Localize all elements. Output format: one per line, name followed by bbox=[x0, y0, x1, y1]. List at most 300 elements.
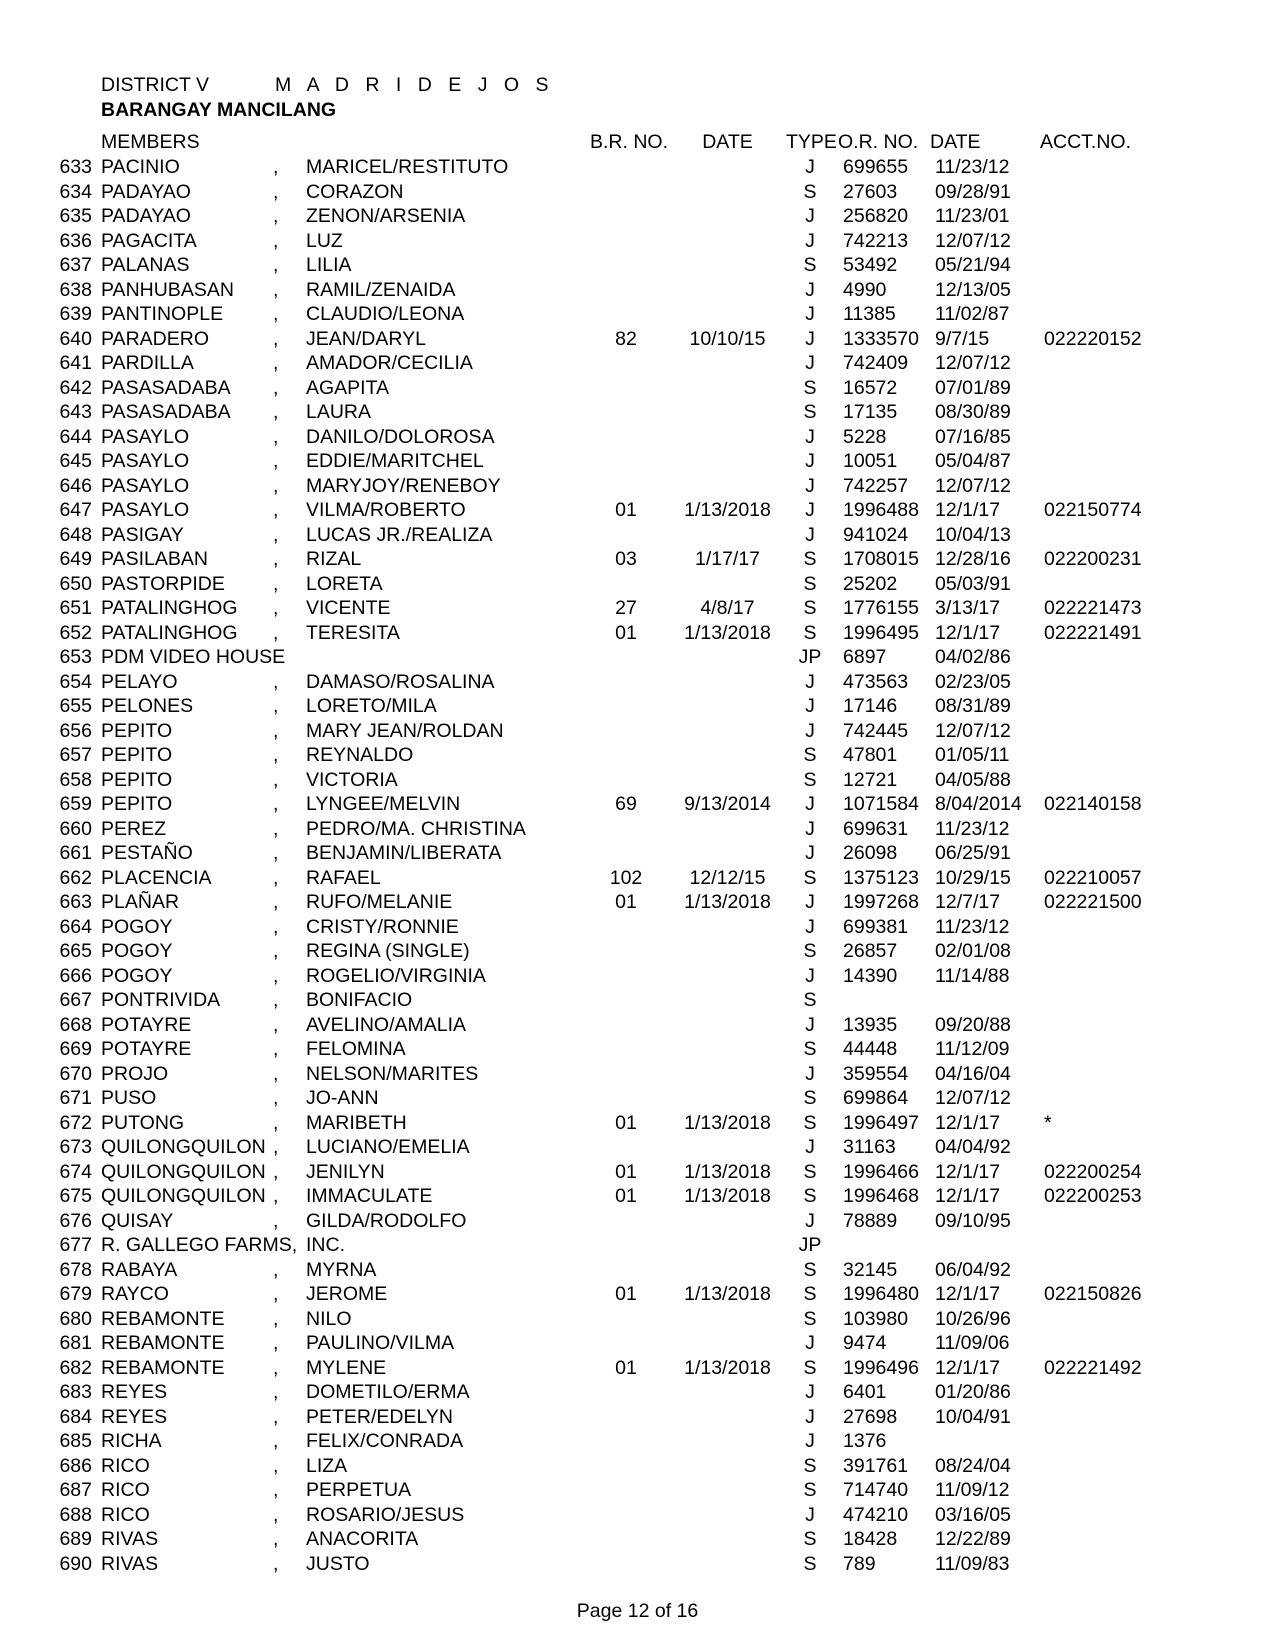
or-date: 12/1/17 bbox=[935, 1111, 1001, 1134]
membership-type: S bbox=[803, 376, 817, 399]
member-number: 662 bbox=[59, 866, 92, 889]
member-number: 643 bbox=[59, 401, 92, 423]
member-last-name: REBAMONTE bbox=[101, 1356, 225, 1379]
name-separator: , bbox=[273, 915, 279, 938]
or-number: 1996496 bbox=[843, 1356, 919, 1379]
membership-type: J bbox=[805, 1013, 815, 1036]
name-separator: , bbox=[273, 1283, 279, 1305]
br-number: 03 bbox=[615, 548, 637, 570]
name-separator: , bbox=[273, 401, 279, 423]
or-number: 1996480 bbox=[843, 1283, 919, 1305]
membership-type: J bbox=[805, 1136, 815, 1158]
or-date: 12/07/12 bbox=[935, 474, 1011, 497]
member-last-name: PADAYAO bbox=[101, 205, 191, 227]
or-date: 11/23/12 bbox=[935, 817, 1010, 840]
member-number: 685 bbox=[59, 1430, 92, 1452]
or-date: 06/04/92 bbox=[935, 1258, 1011, 1281]
br-number: 01 bbox=[615, 1185, 637, 1207]
or-date: 07/01/89 bbox=[935, 376, 1011, 399]
br-date: 1/13/2018 bbox=[684, 891, 771, 913]
table-row bbox=[0, 1454, 1275, 1479]
table-row bbox=[0, 1405, 1275, 1430]
members-header: MEMBERS bbox=[101, 131, 200, 153]
member-first-names: GILDA/RODOLFO bbox=[306, 1209, 467, 1232]
name-separator: , bbox=[273, 1136, 279, 1158]
or-number: 17135 bbox=[843, 401, 898, 423]
membership-type: S bbox=[803, 1454, 817, 1477]
or-date: 08/30/89 bbox=[935, 401, 1011, 423]
br-date: 1/13/2018 bbox=[684, 1356, 771, 1379]
account-number: 022200231 bbox=[1044, 548, 1142, 570]
table-row bbox=[0, 278, 1275, 303]
member-last-name: PASASADABA bbox=[101, 376, 231, 399]
name-separator: , bbox=[273, 817, 279, 840]
table-row bbox=[0, 1013, 1275, 1038]
br-date: 10/10/15 bbox=[689, 327, 766, 350]
or-number: 26098 bbox=[843, 842, 898, 864]
name-separator: , bbox=[273, 1013, 279, 1036]
or-number: 1333570 bbox=[843, 327, 919, 350]
table-row bbox=[0, 670, 1275, 695]
member-last-name: POTAYRE bbox=[101, 1013, 192, 1036]
member-first-names: BENJAMIN/LIBERATA bbox=[306, 842, 502, 864]
membership-type: S bbox=[803, 1087, 817, 1109]
membership-type: S bbox=[803, 866, 817, 889]
or-number: 474210 bbox=[843, 1503, 909, 1526]
or-date: 09/10/95 bbox=[935, 1209, 1011, 1232]
or-date-header: DATE bbox=[930, 131, 981, 153]
br-no-header: B.R. NO. bbox=[590, 131, 669, 153]
or-date: 02/01/08 bbox=[935, 940, 1011, 962]
member-last-name: PLAÑAR bbox=[101, 891, 180, 913]
or-date: 10/04/91 bbox=[935, 1405, 1011, 1428]
table-row bbox=[0, 621, 1275, 646]
membership-type: S bbox=[803, 1258, 817, 1281]
member-last-name: PEPITO bbox=[101, 719, 173, 742]
table-row bbox=[0, 1503, 1275, 1528]
name-separator: , bbox=[273, 1062, 279, 1085]
member-first-names: LAURA bbox=[306, 401, 372, 423]
or-date: 10/29/15 bbox=[935, 866, 1011, 889]
member-first-names: AVELINO/AMALIA bbox=[306, 1013, 467, 1036]
member-first-names: ROSARIO/JESUS bbox=[306, 1503, 465, 1526]
account-number: 022221491 bbox=[1044, 621, 1142, 644]
or-number: 742409 bbox=[843, 352, 909, 374]
table-row bbox=[0, 1258, 1275, 1283]
membership-type: J bbox=[805, 278, 815, 301]
or-number: 44448 bbox=[843, 1038, 898, 1060]
or-number: 27698 bbox=[843, 1405, 898, 1428]
member-number: 665 bbox=[59, 940, 92, 962]
member-number: 679 bbox=[59, 1283, 92, 1305]
member-first-names: RUFO/MELANIE bbox=[306, 891, 453, 913]
or-number: 1375123 bbox=[843, 866, 919, 889]
or-number: 16572 bbox=[843, 376, 898, 399]
table-row bbox=[0, 425, 1275, 450]
member-last-name: POGOY bbox=[101, 964, 173, 987]
membership-type: J bbox=[805, 1503, 815, 1526]
membership-type: J bbox=[805, 964, 815, 987]
membership-type: S bbox=[803, 1160, 817, 1183]
member-last-name: PLACENCIA bbox=[101, 866, 212, 889]
table-row bbox=[0, 1135, 1275, 1160]
member-first-names: MARY JEAN/ROLDAN bbox=[306, 719, 504, 742]
or-date: 12/1/17 bbox=[935, 1185, 1001, 1207]
or-date: 04/02/86 bbox=[935, 646, 1011, 668]
name-separator: , bbox=[273, 1381, 279, 1403]
name-separator: , bbox=[273, 499, 279, 521]
table-row bbox=[0, 400, 1275, 425]
membership-type: J bbox=[805, 1062, 815, 1085]
or-date: 04/05/88 bbox=[935, 768, 1011, 791]
member-number: 677 bbox=[59, 1234, 92, 1256]
member-first-names: LORETO/MILA bbox=[306, 695, 437, 717]
name-separator: , bbox=[273, 866, 279, 889]
member-number: 642 bbox=[59, 376, 92, 399]
member-number: 636 bbox=[59, 229, 92, 252]
or-number: 13935 bbox=[843, 1013, 898, 1036]
or-number: 103980 bbox=[843, 1307, 909, 1330]
table-row bbox=[0, 1184, 1275, 1209]
municipality-label: M A D R I D E J O S bbox=[275, 74, 554, 96]
member-last-name: REYES bbox=[101, 1381, 168, 1403]
member-last-name: POGOY bbox=[101, 915, 173, 938]
membership-type: J bbox=[805, 450, 815, 472]
br-date: 9/13/2014 bbox=[684, 793, 771, 815]
or-number: 1996488 bbox=[843, 499, 919, 521]
or-number: 27603 bbox=[843, 180, 898, 203]
name-separator: , bbox=[273, 964, 279, 987]
member-number: 646 bbox=[59, 474, 92, 497]
name-separator: , bbox=[273, 425, 279, 448]
or-date: 05/21/94 bbox=[935, 254, 1011, 276]
member-last-name: PARDILLA bbox=[101, 352, 194, 374]
or-date: 11/23/12 bbox=[935, 156, 1010, 178]
name-separator: , bbox=[273, 793, 279, 815]
member-first-names: IMMACULATE bbox=[306, 1185, 433, 1207]
or-number: 1376 bbox=[843, 1430, 887, 1452]
membership-type: S bbox=[803, 1307, 817, 1330]
member-first-names: PEDRO/MA. CHRISTINA bbox=[306, 817, 526, 840]
member-first-names: MYLENE bbox=[306, 1356, 387, 1379]
table-row bbox=[0, 743, 1275, 768]
or-number: 256820 bbox=[843, 205, 909, 227]
name-separator: , bbox=[273, 180, 279, 203]
name-separator: , bbox=[273, 1405, 279, 1428]
or-number: 789 bbox=[843, 1552, 876, 1575]
name-separator: , bbox=[273, 1356, 279, 1379]
table-row bbox=[0, 964, 1275, 989]
or-date: 08/24/04 bbox=[935, 1454, 1011, 1477]
member-first-names: PETER/EDELYN bbox=[306, 1405, 454, 1428]
member-number: 644 bbox=[59, 425, 92, 448]
or-number: 1996468 bbox=[843, 1185, 919, 1207]
member-first-names: JEROME bbox=[306, 1283, 388, 1305]
member-number: 674 bbox=[59, 1160, 92, 1183]
membership-type: J bbox=[805, 352, 815, 374]
membership-type: J bbox=[805, 891, 815, 913]
name-separator: , bbox=[273, 1111, 279, 1134]
membership-type: J bbox=[805, 425, 815, 448]
table-row bbox=[0, 1478, 1275, 1503]
membership-type: J bbox=[805, 842, 815, 864]
name-separator: , bbox=[273, 719, 279, 742]
table-row bbox=[0, 1037, 1275, 1062]
member-first-names: AGAPITA bbox=[306, 376, 390, 399]
name-separator: , bbox=[273, 670, 279, 693]
member-number: 656 bbox=[59, 719, 92, 742]
member-first-names: JO-ANN bbox=[306, 1087, 379, 1109]
member-last-name: PELAYO bbox=[101, 670, 178, 693]
table-row bbox=[0, 572, 1275, 597]
or-number: 25202 bbox=[843, 572, 898, 595]
member-number: 638 bbox=[59, 278, 92, 301]
member-number: 650 bbox=[59, 572, 92, 595]
or-number: 699864 bbox=[843, 1087, 909, 1109]
district-label: DISTRICT V bbox=[101, 74, 209, 96]
membership-type: S bbox=[803, 548, 817, 570]
member-last-name: PONTRIVIDA bbox=[101, 989, 221, 1011]
table-row bbox=[0, 915, 1275, 940]
membership-type: J bbox=[805, 719, 815, 742]
member-number: 669 bbox=[59, 1038, 92, 1060]
membership-type: S bbox=[803, 1552, 817, 1575]
br-date: 1/17/17 bbox=[694, 548, 761, 570]
member-last-name: PASIGAY bbox=[101, 523, 184, 546]
membership-type: S bbox=[803, 597, 817, 619]
br-date: 1/13/2018 bbox=[684, 621, 771, 644]
or-number: 699381 bbox=[843, 915, 909, 938]
table-row bbox=[0, 376, 1275, 401]
br-number: 01 bbox=[615, 1160, 637, 1183]
member-number: 667 bbox=[59, 989, 92, 1011]
member-number: 690 bbox=[59, 1552, 92, 1575]
member-last-name: RIVAS bbox=[101, 1528, 159, 1550]
br-number: 01 bbox=[615, 891, 637, 913]
table-row bbox=[0, 596, 1275, 621]
name-separator: , bbox=[273, 327, 279, 350]
or-date: 12/28/16 bbox=[935, 548, 1011, 570]
or-date: 11/09/06 bbox=[935, 1332, 1010, 1354]
member-first-names: RAFAEL bbox=[306, 866, 381, 889]
member-number: 671 bbox=[59, 1087, 92, 1109]
or-number: 53492 bbox=[843, 254, 898, 276]
name-separator: , bbox=[273, 1503, 279, 1526]
membership-type: J bbox=[805, 1209, 815, 1232]
member-last-name: RAYCO bbox=[101, 1283, 169, 1305]
member-first-names: BONIFACIO bbox=[306, 989, 413, 1011]
name-separator: , bbox=[273, 1552, 279, 1575]
member-first-names: FELIX/CONRADA bbox=[306, 1430, 464, 1452]
member-first-names: ZENON/ARSENIA bbox=[306, 205, 466, 227]
or-date: 12/22/89 bbox=[935, 1528, 1011, 1550]
member-number: 652 bbox=[59, 621, 92, 644]
member-number: 688 bbox=[59, 1503, 92, 1526]
or-number: 47801 bbox=[843, 744, 898, 766]
or-date: 12/7/17 bbox=[935, 891, 1001, 913]
or-date: 03/16/05 bbox=[935, 1503, 1011, 1526]
page-number: Page 12 of 16 bbox=[576, 1600, 699, 1622]
name-separator: , bbox=[273, 474, 279, 497]
member-last-name: REBAMONTE bbox=[101, 1332, 225, 1354]
member-number: 640 bbox=[59, 327, 92, 350]
name-separator: , bbox=[273, 254, 279, 276]
table-row bbox=[0, 866, 1275, 891]
member-number: 651 bbox=[59, 597, 92, 619]
member-first-names: EDDIE/MARITCHEL bbox=[306, 450, 484, 472]
table-row bbox=[0, 645, 1275, 670]
date-header: DATE bbox=[702, 131, 753, 153]
member-number: 641 bbox=[59, 352, 92, 374]
membership-type: J bbox=[805, 817, 815, 840]
membership-type: S bbox=[803, 1111, 817, 1134]
br-number: 01 bbox=[615, 499, 637, 521]
member-number: 682 bbox=[59, 1356, 92, 1379]
member-first-names: PERPETUA bbox=[306, 1479, 412, 1501]
or-number: 1776155 bbox=[843, 597, 919, 619]
table-row bbox=[0, 1160, 1275, 1185]
table-row bbox=[0, 1380, 1275, 1405]
member-last-name: PASTORPIDE bbox=[101, 572, 225, 595]
name-separator: , bbox=[273, 1209, 279, 1232]
type-header: TYPE bbox=[786, 131, 837, 153]
name-separator: , bbox=[273, 523, 279, 546]
member-number: 670 bbox=[59, 1062, 92, 1085]
account-number: 022150826 bbox=[1044, 1283, 1142, 1305]
or-date: 04/16/04 bbox=[935, 1062, 1011, 1085]
table-row bbox=[0, 719, 1275, 744]
member-first-names: ANACORITA bbox=[306, 1528, 419, 1550]
account-number: 022200253 bbox=[1044, 1185, 1142, 1207]
table-row bbox=[0, 547, 1275, 572]
name-separator: , bbox=[273, 1185, 279, 1207]
membership-type: J bbox=[805, 915, 815, 938]
member-number: 668 bbox=[59, 1013, 92, 1036]
member-last-name: PADAYAO bbox=[101, 180, 191, 203]
name-separator: , bbox=[273, 621, 279, 644]
membership-type: JP bbox=[798, 1234, 822, 1256]
table-row bbox=[0, 523, 1275, 548]
table-row bbox=[0, 229, 1275, 254]
membership-type: J bbox=[805, 156, 815, 178]
membership-type: S bbox=[803, 768, 817, 791]
account-number: 022220152 bbox=[1044, 327, 1142, 350]
member-last-name: POGOY bbox=[101, 940, 173, 962]
or-number: 1996466 bbox=[843, 1160, 919, 1183]
name-separator: , bbox=[273, 1528, 279, 1550]
member-first-names: MARIBETH bbox=[306, 1111, 407, 1134]
or-date: 11/14/88 bbox=[935, 964, 1010, 987]
or-date: 08/31/89 bbox=[935, 695, 1011, 717]
table-row bbox=[0, 1062, 1275, 1087]
membership-type: J bbox=[805, 1332, 815, 1354]
account-number: 022150774 bbox=[1044, 499, 1142, 521]
member-first-names: VILMA/ROBERTO bbox=[306, 499, 466, 521]
or-date: 11/09/83 bbox=[935, 1552, 1010, 1575]
member-last-name: RICO bbox=[101, 1454, 150, 1477]
member-number: 649 bbox=[59, 548, 92, 570]
member-number: 637 bbox=[59, 254, 92, 276]
membership-type: S bbox=[803, 1038, 817, 1060]
name-separator: , bbox=[273, 842, 279, 864]
member-first-names: LILIA bbox=[306, 254, 352, 276]
member-first-names: VICENTE bbox=[306, 597, 391, 619]
member-last-name: QUILONGQUILON bbox=[101, 1160, 266, 1183]
membership-type: S bbox=[803, 180, 817, 203]
or-date: 05/03/91 bbox=[935, 572, 1011, 595]
or-date: 12/1/17 bbox=[935, 1160, 1001, 1183]
member-number: 647 bbox=[59, 499, 92, 521]
name-separator: , bbox=[273, 1160, 279, 1183]
member-last-name: PALANAS bbox=[101, 254, 190, 276]
member-first-names: ROGELIO/VIRGINIA bbox=[306, 964, 486, 987]
br-date: 1/13/2018 bbox=[684, 1111, 771, 1134]
or-date: 9/7/15 bbox=[935, 327, 990, 350]
member-last-name: PASAYLO bbox=[101, 450, 190, 472]
or-date: 11/23/01 bbox=[935, 205, 1010, 227]
member-number: 680 bbox=[59, 1307, 92, 1330]
member-first-names: FELOMINA bbox=[306, 1038, 406, 1060]
member-first-names: REGINA (SINGLE) bbox=[306, 940, 470, 962]
member-last-name: PASAYLO bbox=[101, 425, 190, 448]
name-separator: , bbox=[273, 1430, 279, 1452]
table-row bbox=[0, 1282, 1275, 1307]
name-separator: , bbox=[273, 989, 279, 1011]
or-date: 06/25/91 bbox=[935, 842, 1011, 864]
member-number: 654 bbox=[59, 670, 92, 693]
member-last-name: RABAYA bbox=[101, 1258, 178, 1281]
br-number: 01 bbox=[615, 1283, 637, 1305]
table-row bbox=[0, 1429, 1275, 1454]
name-separator: , bbox=[273, 205, 279, 227]
membership-type: S bbox=[803, 1283, 817, 1305]
or-date: 07/16/85 bbox=[935, 425, 1011, 448]
member-last-name: QUISAY bbox=[101, 1209, 174, 1232]
or-date: 12/1/17 bbox=[935, 499, 1001, 521]
member-number: 661 bbox=[59, 842, 92, 864]
or-number: 391761 bbox=[843, 1454, 909, 1477]
table-row bbox=[0, 1331, 1275, 1356]
or-date: 09/20/88 bbox=[935, 1013, 1011, 1036]
br-number: 82 bbox=[615, 327, 637, 350]
membership-type: J bbox=[805, 523, 815, 546]
table-row bbox=[0, 1233, 1275, 1258]
member-last-name: PACINIO bbox=[101, 156, 180, 178]
table-row bbox=[0, 841, 1275, 866]
or-number: 32145 bbox=[843, 1258, 898, 1281]
name-separator: , bbox=[273, 376, 279, 399]
or-number: 31163 bbox=[843, 1136, 896, 1158]
member-first-names: DAMASO/ROSALINA bbox=[306, 670, 495, 693]
br-date: 1/13/2018 bbox=[684, 499, 771, 521]
member-first-names: LUCIANO/EMELIA bbox=[306, 1136, 470, 1158]
table-row bbox=[0, 327, 1275, 352]
membership-type: S bbox=[803, 572, 817, 595]
name-separator: , bbox=[273, 1479, 279, 1501]
membership-type: S bbox=[803, 401, 817, 423]
br-number: 01 bbox=[615, 621, 637, 644]
member-number: 683 bbox=[59, 1381, 92, 1403]
member-last-name: PESTAÑO bbox=[101, 842, 193, 864]
member-number: 689 bbox=[59, 1528, 92, 1550]
or-date: 10/04/13 bbox=[935, 523, 1011, 546]
or-number: 742445 bbox=[843, 719, 909, 742]
barangay-title: BARANGAY MANCILANG bbox=[101, 99, 337, 121]
or-number: 78889 bbox=[843, 1209, 898, 1232]
or-date: 10/26/96 bbox=[935, 1307, 1011, 1330]
member-last-name: PASILABAN bbox=[101, 548, 208, 570]
member-last-name: PUSO bbox=[101, 1087, 157, 1109]
